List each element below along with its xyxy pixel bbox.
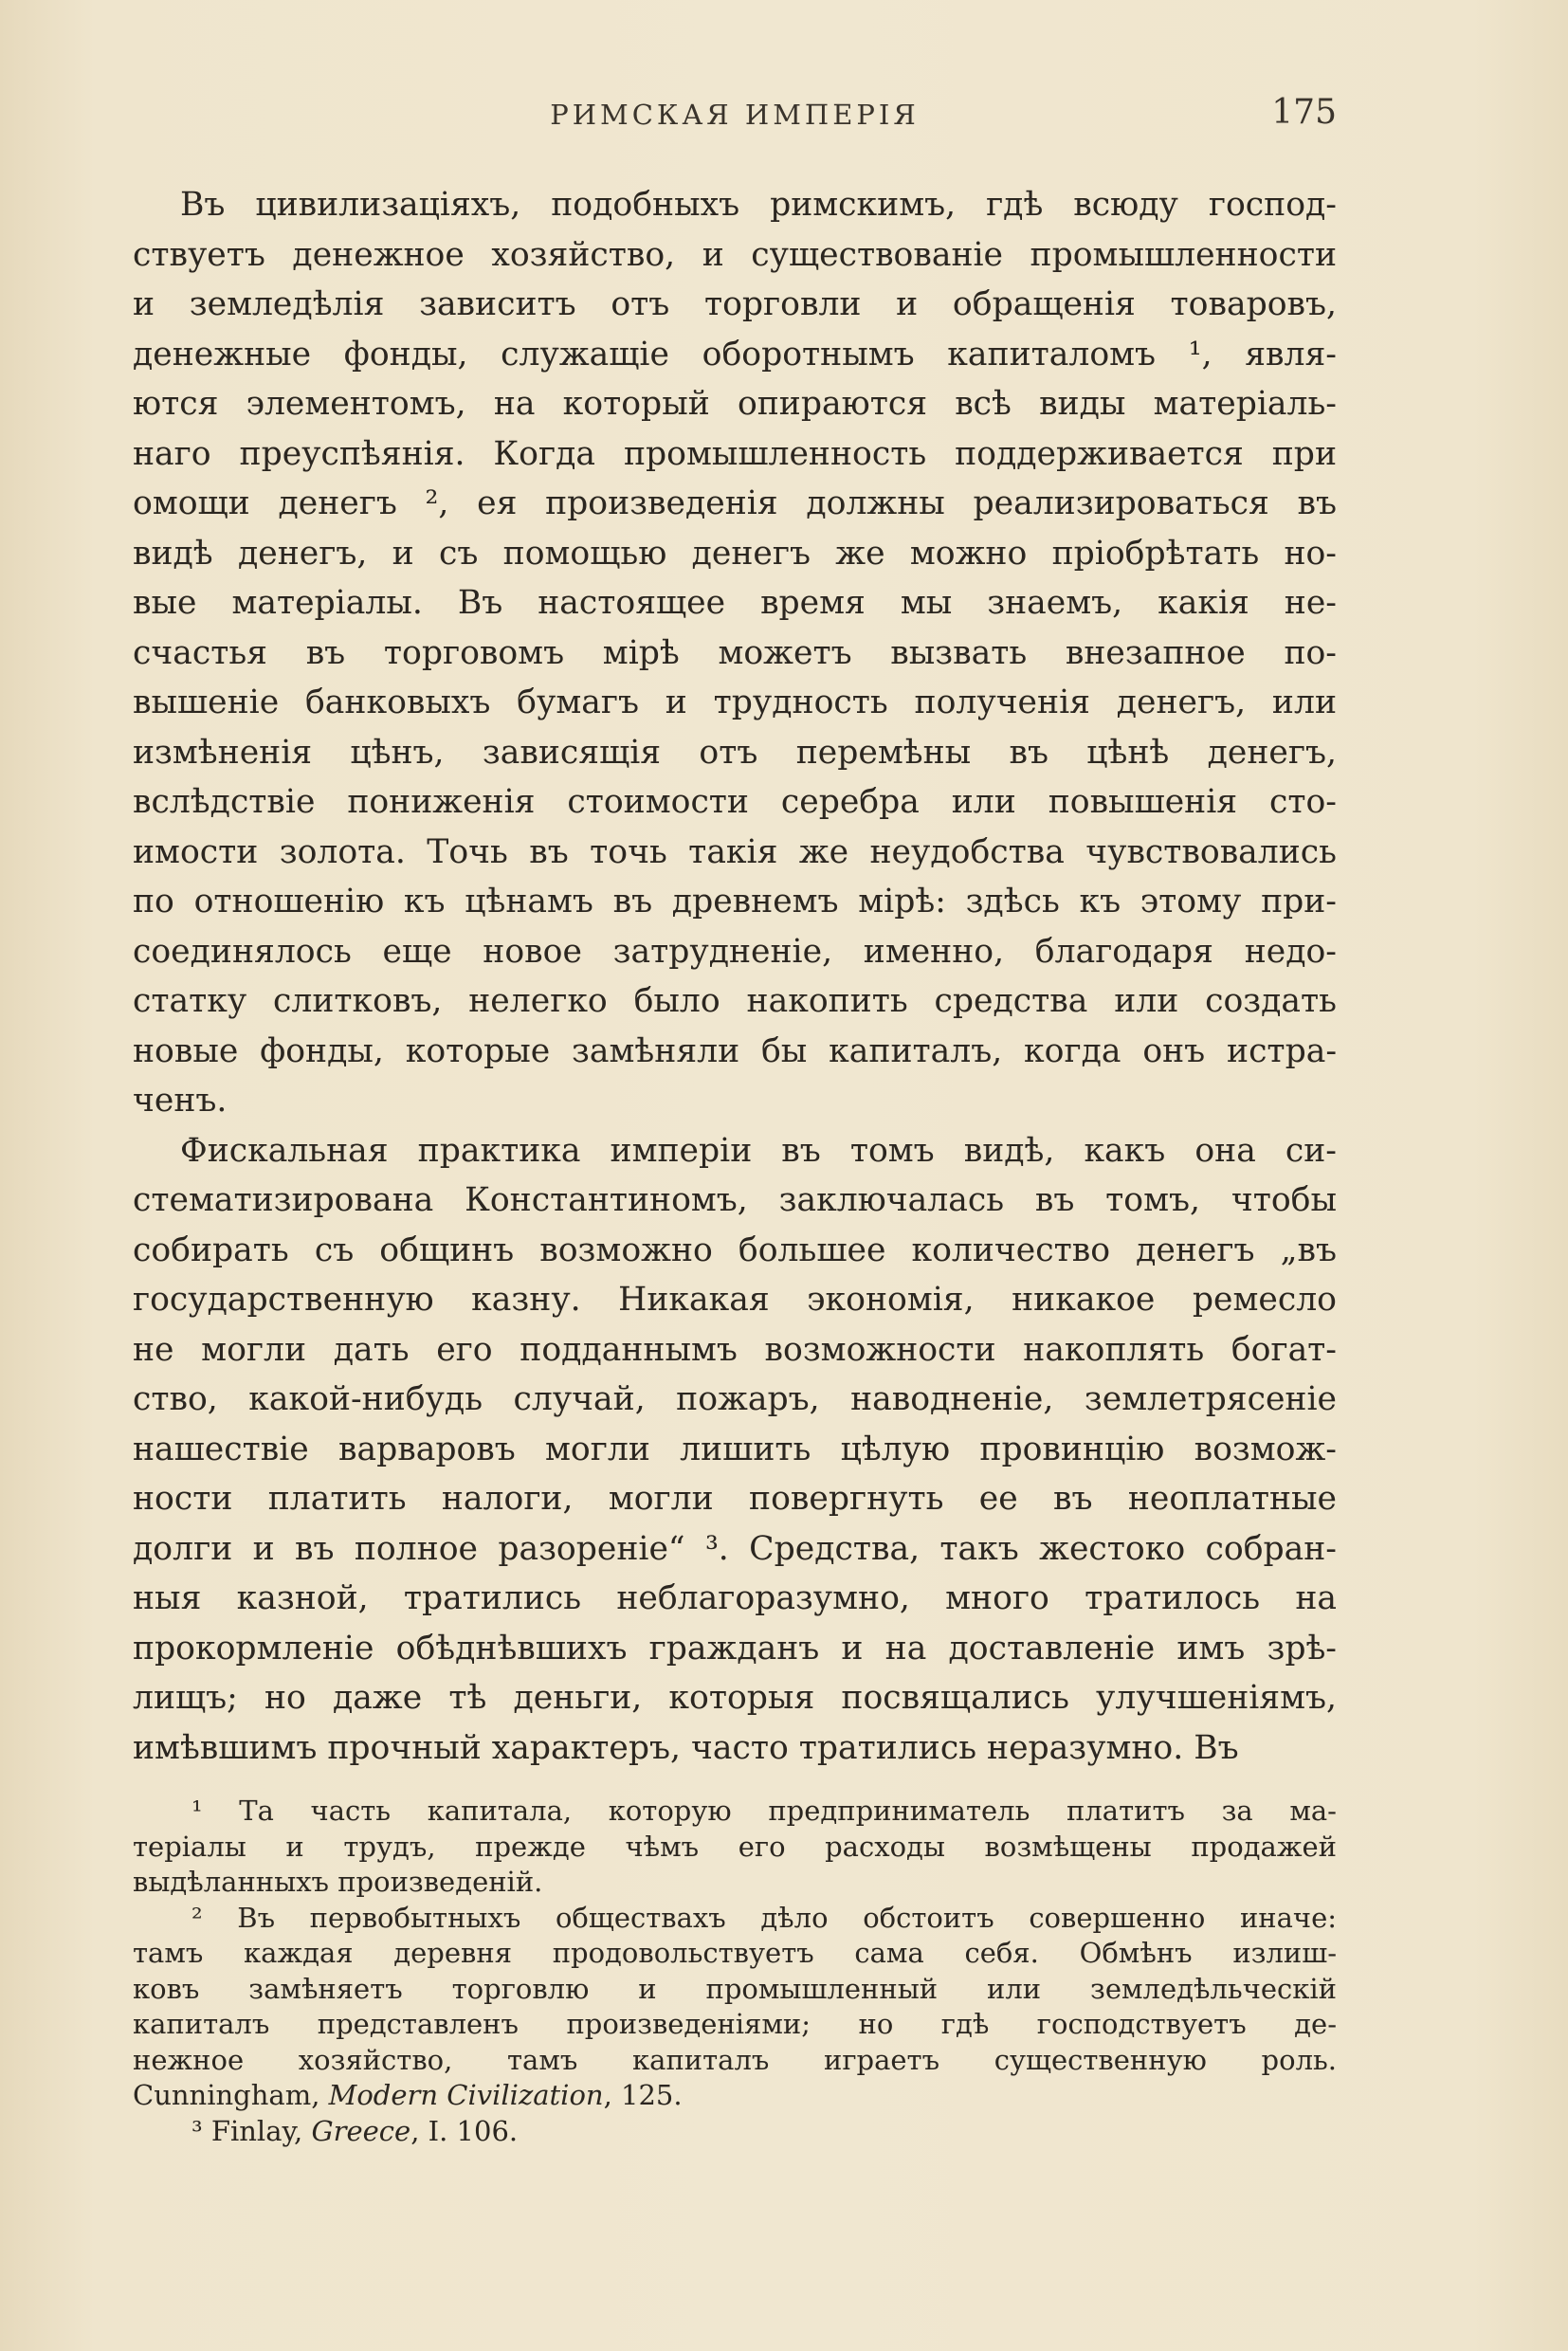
citation-page: , 125. bbox=[603, 2079, 683, 2111]
text-line: Фискальная практика имперіи въ томъ видѣ, какъ она си- bbox=[180, 1131, 1337, 1170]
text-line: по отношенію къ цѣнамъ въ древнемъ мірѣ: здѣсь къ этому при- bbox=[133, 883, 1337, 920]
text-line: ности платить налоги, могли повергнуть ее въ неоплатные bbox=[133, 1480, 1337, 1518]
text-line: стематизирована Константиномъ, заключалась въ томъ, чтобы bbox=[133, 1181, 1337, 1219]
text-line: собирать съ общинъ возможно большее количество денегъ „въ bbox=[133, 1230, 1337, 1269]
text-line: имости золота. Точь въ точь такія же неудобства чувствовались bbox=[133, 832, 1337, 871]
text-line: ченъ. bbox=[133, 1082, 228, 1120]
text-line: не могли дать его подданнымъ возможности накоплять богат- bbox=[133, 1330, 1337, 1369]
footnote-line: капиталъ представленъ произведеніями; но гдѣ господствуетъ де- bbox=[133, 2008, 1337, 2040]
text-line: вые матеріалы. Въ настоящее время мы знаемъ, какія не- bbox=[133, 584, 1337, 622]
running-title: РИМСКАЯ ИМПЕРІЯ bbox=[550, 99, 920, 131]
footnote-line: тамъ каждая деревня продовольствуетъ сама себя. Обмѣнъ излиш- bbox=[133, 1937, 1337, 1969]
text-line: наго преуспѣянія. Когда промышленность поддерживается при bbox=[133, 434, 1337, 473]
footnote-3 bbox=[133, 2114, 1337, 2150]
paragraph-1 bbox=[133, 180, 1337, 1126]
footnote-line: ¹ Та часть капитала, которую предприниматель платитъ за ма- bbox=[191, 1795, 1337, 1827]
citation-page: , I. 106. bbox=[410, 2114, 519, 2147]
footnote-line: нежное хозяйство, тамъ капиталъ играетъ существенную роль. bbox=[133, 2043, 1337, 2076]
text-line: лищъ; но даже тѣ деньги, которыя посвящались улучшеніямъ, bbox=[133, 1679, 1337, 1717]
text-line: новые фонды, которые замѣняли бы капиталъ, когда онъ истра- bbox=[133, 1031, 1337, 1070]
text-line: статку слитковъ, нелегко было накопить средства или создать bbox=[133, 982, 1337, 1020]
citation-work: Modern Civilization bbox=[328, 2079, 604, 2111]
footnote-line: ковъ замѣняетъ торговлю и промышленный или земледѣльческій bbox=[133, 1972, 1337, 2005]
footnote-citation bbox=[133, 2078, 1337, 2114]
text-line: и земледѣлія зависитъ отъ торговли и обращенія товаровъ, bbox=[133, 285, 1337, 323]
footnote-line: выдѣланныхъ произведеній. bbox=[133, 1866, 543, 1898]
text-line: ство, какой-нибудь случай, пожаръ, наводненіе, землетрясеніе bbox=[133, 1380, 1337, 1418]
text-line: Въ цивилизаціяхъ, подобныхъ римскимъ, гдѣ всюду господ- bbox=[180, 186, 1337, 224]
footnote-line: теріалы и трудъ, прежде чѣмъ его расходы возмѣщены продажей bbox=[133, 1830, 1337, 1863]
page-header bbox=[133, 93, 1337, 137]
footnotes bbox=[133, 1794, 1337, 2149]
text-line: измѣненія цѣнъ, зависящія отъ перемѣны въ цѣнѣ денегъ, bbox=[133, 733, 1337, 772]
text-line: государственную казну. Никакая экономія, никакое ремесло bbox=[133, 1281, 1337, 1319]
text-line: ются элементомъ, на который опираются всѣ виды матеріаль- bbox=[133, 385, 1337, 423]
text-line: имѣвшимъ прочный характеръ, часто тратились неразумно. Въ bbox=[133, 1728, 1239, 1767]
citation-author: Cunningham, bbox=[133, 2079, 329, 2111]
footnote-mark: ³ bbox=[191, 2114, 211, 2147]
text-line: омощи денегъ ², ея произведенія должны реализироваться въ bbox=[133, 484, 1337, 522]
text-line: видѣ денегъ, и съ помощью денегъ же можно пріобрѣтать но- bbox=[133, 534, 1337, 573]
text-line: вслѣдствіе пониженія стоимости серебра или повышенія сто- bbox=[133, 783, 1337, 821]
footnote-citation bbox=[133, 2114, 1337, 2150]
text-line: ныя казной, тратились неблагоразумно, много тратилось на bbox=[133, 1579, 1337, 1617]
text-line: нашествіе варваровъ могли лишить цѣлую провинцію возмож- bbox=[133, 1430, 1337, 1468]
citation-work: Greece bbox=[311, 2114, 411, 2147]
page-number: 175 bbox=[1271, 93, 1337, 132]
main-text bbox=[133, 180, 1337, 1773]
footnote-line: ² Въ первобытныхъ обществахъ дѣло обстоитъ совершенно иначе: bbox=[191, 1901, 1337, 1934]
text-line: счастья въ торговомъ мірѣ можетъ вызвать внезапное по- bbox=[133, 633, 1337, 672]
text-line: денежные фонды, служащіе оборотнымъ капиталомъ ¹, явля- bbox=[133, 335, 1337, 374]
text-line: долги и въ полное разореніе“ ³. Средства, такъ жестоко собран- bbox=[133, 1529, 1337, 1568]
footnote-1 bbox=[133, 1794, 1337, 1901]
footnote-2 bbox=[133, 1901, 1337, 2114]
text-line: прокормленіе обѣднѣвшихъ гражданъ и на доставленіе имъ зрѣ- bbox=[133, 1629, 1337, 1668]
paragraph-2 bbox=[133, 1126, 1337, 1774]
text-line: вышеніе банковыхъ бумагъ и трудность полученія денегъ, или bbox=[133, 683, 1337, 721]
citation-author: Finlay, bbox=[210, 2114, 312, 2147]
text-line: ствуетъ денежное хозяйство, и существованіе промышленности bbox=[133, 235, 1337, 274]
text-line: соединялось еще новое затрудненіе, именно, благодаря недо- bbox=[133, 932, 1337, 971]
